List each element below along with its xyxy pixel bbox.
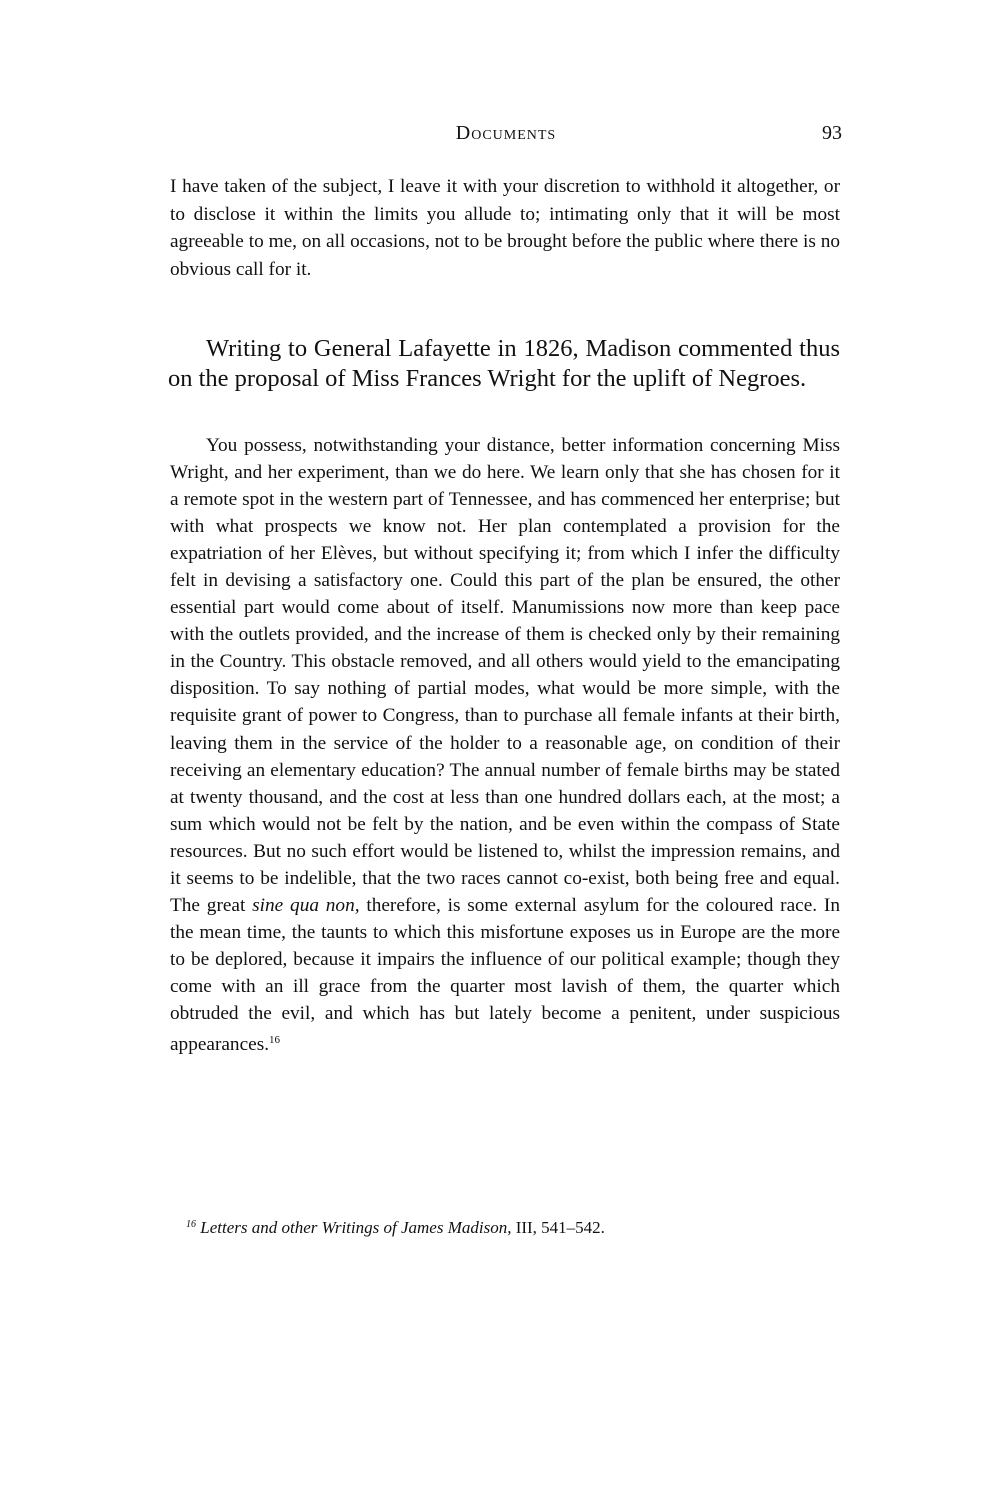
editorial-introduction bbox=[168, 334, 840, 393]
footnote-citation: III, 541–542. bbox=[515, 1218, 605, 1237]
footnote bbox=[186, 1213, 826, 1240]
footnote-number: 16 bbox=[186, 1219, 196, 1230]
letter-text-part-1: You possess, notwithstanding your distance, better information concerning Miss Wright, and her experiment, than we do here. We learn only that she has chosen for it a remote spot in the western part of Tennessee, and has commenced her enterprise; but with what prospects we know not. Her plan contemplated a provision for the expatriation of her Elèves, but without specifying it; from which I infer the difficulty felt in devising a satisfactory one. Could this part of the plan be ensured, the other essential part would come about of itself. Manumissions now more than keep pace with the outlets provided, and the increase of them is checked only by their remaining in the Country. This obstacle removed, and all others would yield to the emancipating disposition. To say nothing of partial modes, what would be more simple, with the requisite grant of power to Congress, than to purchase all female infants at their birth, leaving them in the service of the holder to a reasonable age, on condition of their receiving an elementary education? The annual number of female births may be stated at twenty thousand, and the cost at less than one hundred dollars each, at the most; a sum which would not be felt by the nation, and be even within the compass of State resources. But no such effort would be listened to, whilst the impression remains, and it seems to be indelible, that the two races cannot co-exist, both being free and equal. The great bbox=[170, 435, 840, 916]
letter-text-part-2: therefore, is some external asylum for the coloured race. In the mean time, the taunts to which this misfortune exposes us in Europe are the more to be deplored, because it impairs the influence of our political example; though they come with an ill grace from the quarter most lavish of them, the quarter which obtruded the evil, and which has but lately become a penitent, under suspicious appearances. bbox=[170, 894, 840, 1056]
italic-phrase: sine qua non, bbox=[252, 894, 360, 916]
running-title: Documents bbox=[455, 122, 557, 144]
footnote-source-title: Letters and other Writings of James Madison, bbox=[200, 1218, 512, 1237]
intro-text: Writing to General Lafayette in 1826, Madison commented thus on the proposal of Miss Frances Wright for the uplift of Negroes. bbox=[168, 335, 840, 392]
page-number: 93 bbox=[822, 122, 842, 144]
running-head bbox=[170, 122, 842, 150]
madison-letter-paragraph bbox=[170, 432, 840, 1058]
quote-continuation-paragraph: I have taken of the subject, I leave it with your discretion to withhold it altogether, or to disclose it within the limits you allude to; intimating only that it will be most agreeable to me, on all occasions, not to be brought before the public where there is no obvious call for it. bbox=[170, 176, 840, 280]
footnote-reference[interactable]: 16 bbox=[269, 1034, 281, 1047]
